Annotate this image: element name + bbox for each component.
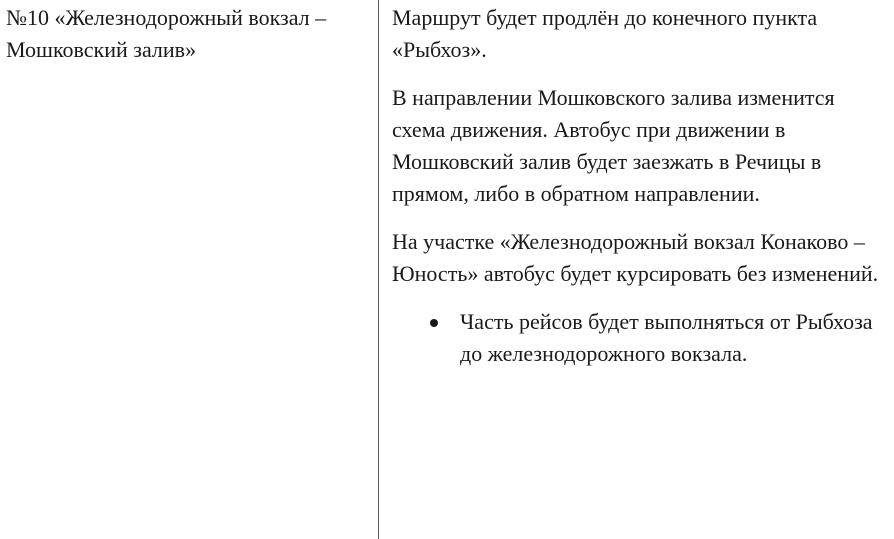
column-divider <box>378 0 379 539</box>
change-bullet-list <box>392 306 888 370</box>
bullet-text: Часть рейсов будет выполняться от Рыбхоза до железнодорожного вокзала. <box>460 309 873 366</box>
route-name-cell <box>6 2 366 82</box>
change-paragraph-scheme: В направлении Мошковского залива изменится схема движения. Автобус при движении в Мошковский залив будет заезжать в Речицы в прямом, либо в обратном направлении. <box>392 85 835 206</box>
route-changes-cell <box>392 2 888 370</box>
bullet-icon <box>430 319 438 327</box>
change-paragraph-extension: Маршрут будет продлён до конечного пункта «Рыбхоз». <box>392 5 818 62</box>
route-title: №10 «Железнодорожный вокзал – Мошковский залив» <box>6 5 327 62</box>
change-paragraph-unchanged: На участке «Железнодорожный вокзал Конаково – Юность» автобус будет курсировать без изменений. <box>392 229 879 286</box>
list-item <box>392 306 888 370</box>
